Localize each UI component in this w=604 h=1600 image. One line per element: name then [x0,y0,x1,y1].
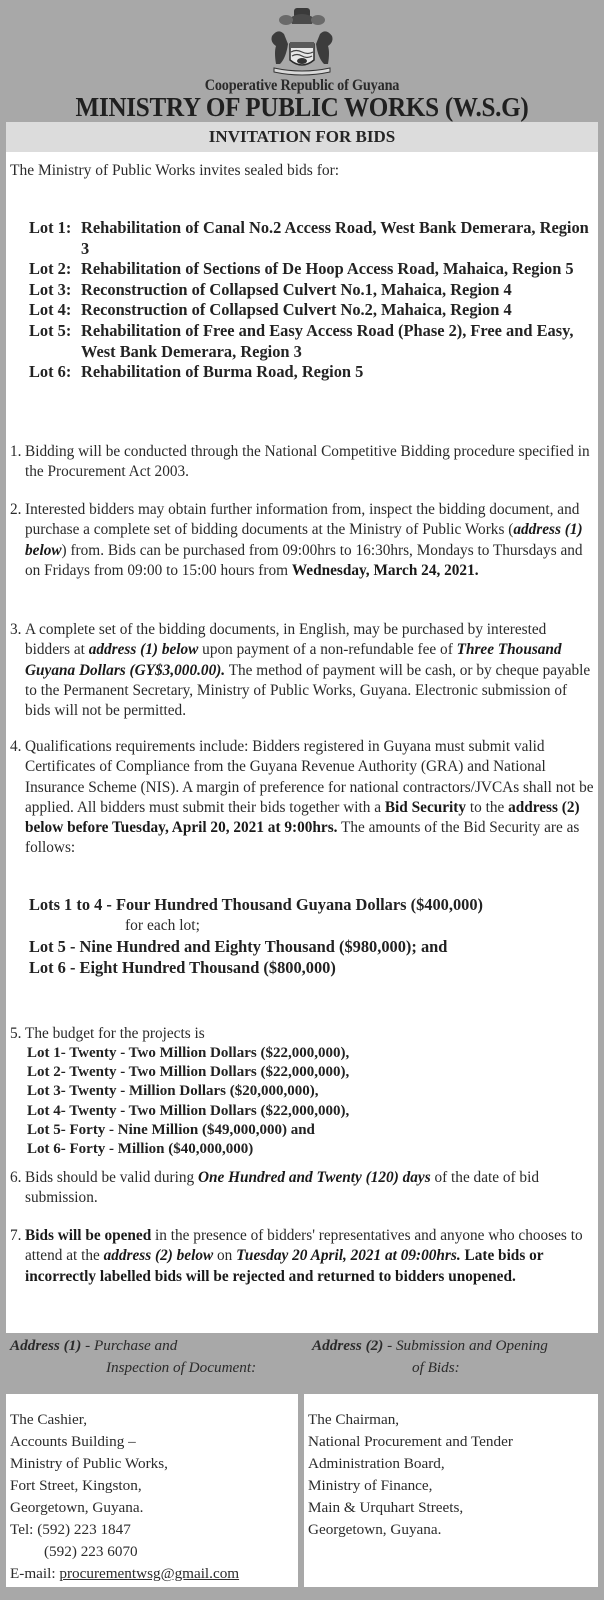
text-run: ) from. Bids can be purchased from 09:00hrs to 16:30hrs, Mondays to Thursdays and on Fridays from 09:00 to 15:00 hours from [25,541,583,579]
purchase-start-date: Wednesday, March 24, 2021. [291,561,479,579]
clause-number: 3. [10,621,22,638]
coat-of-arms-icon [264,6,340,76]
address-1-reference: address (1) below [88,641,199,659]
lot-label: Lot 5: [29,320,72,340]
lot-item [29,259,589,280]
lot-item [29,218,589,259]
opening-date: Tuesday 20 April, 2021 at 09:00hrs. [236,1247,461,1265]
address-line: Administration Board, [308,1455,445,1472]
bid-security-list [29,894,589,978]
budget-item: Lot 2- Twenty - Two Million Dollars ($22,000,000), [27,1064,350,1081]
clause-text [25,620,594,721]
address-1-purpose-cont: Inspection of Document: [106,1359,257,1376]
lot-label: Lot 6: [29,362,72,382]
lot-description: Rehabilitation of Free and Easy Access Road (Phase 2), Free and Easy, West Bank Demerara, Region 3 [81,320,574,361]
late-bids-notice: Late bids or incorrectly labelled bids will be rejected and returned to bidders unopened. [25,1247,544,1285]
intro-text: The Ministry of Public Works invites sealed bids for: [10,162,340,179]
text-run: of the date of bid submission. [25,1169,539,1207]
lot-description: Rehabilitation of Burma Road, Region 5 [81,362,364,382]
lot-description: Reconstruction of Collapsed Culvert No.1, Mahaica, Region 4 [81,279,512,299]
email-label: E-mail: [10,1565,60,1582]
address-line: Georgetown, Guyana. [10,1499,144,1516]
address-1-purpose: - Purchase and [81,1337,178,1354]
lot-label: Lot 3: [29,279,72,299]
bid-security-item: Lot 5 - Nine Hundred and Eighty Thousand ($980,000); and [29,937,448,956]
clause-5 [10,1024,594,1044]
main-panel [6,152,598,1333]
lot-item [29,300,589,321]
address-1-heading [10,1335,295,1393]
clause-2 [10,500,594,581]
text-run: Qualifications requirements include: Bidders registered in Guyana must submit valid Certificates of Compliance from the Guyana Revenue Authority (GRA) and National Insurance Scheme (NIS). A margin of preference for national contractors/JVCAs shall not be applied. All bidders must submit their bids together with a [25,738,594,816]
address-2-box [304,1394,598,1587]
clause-text: The budget for the projects is [25,1025,205,1042]
address-line: Ministry of Finance, [308,1477,433,1494]
clause-text [25,1226,594,1287]
email-link[interactable]: procurementwsg@gmail.com [59,1565,240,1582]
clause-number: 4. [10,738,22,755]
clause-text [25,1168,594,1209]
lot-list [29,218,589,383]
lot-label: Lot 1: [29,218,72,237]
document-fee: Three Thousand Guyana Dollars (GY$3,000.00). [25,641,562,679]
bid-security-item: Lots 1 to 4 - Four Hundred Thousand Guyana Dollars ($400,000) [29,895,484,914]
phone-line-2: (592) 223 6070 [44,1543,138,1560]
address-line: The Chairman, [308,1411,400,1428]
address-line: Ministry of Public Works, [10,1455,168,1472]
submission-deadline: address (2) below before Tuesday, April 20, 2021 at 9:00hrs. [25,798,580,837]
text-run: The method of payment will be cash, or by cheque payable to the Permanent Secretary, Ministry of Public Works, Guyana. Electronic submission of bids will not be permitted. [25,661,591,720]
address-line: The Cashier, [10,1411,87,1428]
text-run: The amounts of the Bid Security are as follows: [25,819,580,857]
address-2-label: Address (2) [312,1337,384,1354]
page-title: INVITATION FOR BIDS [6,122,598,152]
lot-description: Reconstruction of Collapsed Culvert No.2, Mahaica, Region 4 [81,300,512,320]
address-2-purpose-cont: of Bids: [412,1359,460,1376]
clause-1 [10,442,594,483]
phone-line: Tel: (592) 223 1847 [10,1521,131,1538]
budget-list [27,1044,349,1159]
text-run: Bids should be valid during [25,1169,198,1186]
address-line: Main & Urquhart Streets, [308,1499,464,1516]
address-line: Georgetown, Guyana. [308,1521,442,1538]
lot-description: Rehabilitation of Canal No.2 Access Road, West Bank Demerara, Region 3 [81,218,589,258]
address-1-label: Address (1) [10,1337,82,1354]
budget-item: Lot 4- Twenty - Two Million Dollars ($22,000,000), [27,1102,350,1119]
email-line [10,1563,298,1585]
republic-name: Cooperative Republic of Guyana [204,77,400,94]
address-line: Accounts Building – [10,1433,136,1450]
clause-7 [10,1226,594,1287]
text-run: to the [466,798,509,816]
address-2-reference: address (2) below [103,1247,214,1265]
text-run: Interested bidders may obtain further information from, inspect the bidding document, and purchase a complete set of bidding documents at the Ministry of Public Works ( [25,501,580,539]
budget-item: Lot 1- Twenty - Two Million Dollars ($22,000,000), [27,1045,350,1061]
text-run-bold: Bids will be opened [25,1227,152,1244]
lot-item [29,280,589,301]
ministry-name: MINISTRY OF PUBLIC WORKS (W.S.G) [75,92,529,122]
clause-number: 7. [10,1227,22,1244]
masthead [0,0,604,122]
clause-4 [10,737,594,859]
text-run: A complete set of the bidding documents, in English, may be purchased by interested bidders at [25,621,547,659]
clause-text [25,737,594,859]
lot-item [29,321,589,362]
clause-text [25,500,594,581]
lot-label: Lot 2: [29,259,72,279]
address-2-heading [312,1335,598,1393]
text-run: in the presence of bidders' representatives and anyone who chooses to attend at the [25,1227,583,1265]
address-2-purpose: - Submission and Opening [383,1337,548,1354]
clause-number: 6. [10,1169,22,1186]
clause-6 [10,1168,594,1209]
text-run: upon payment of a non-refundable fee of [198,641,457,659]
lot-label: Lot 4: [29,300,72,320]
validity-period: One Hundred and Twenty (120) days [197,1169,431,1186]
budget-item: Lot 5- Forty - Nine Million ($49,000,000) and [27,1121,315,1138]
bid-security-item-continuation: for each lot; [125,917,200,934]
bid-security-item: Lot 6 - Eight Hundred Thousand ($800,000) [29,958,336,977]
clause-number: 5. [10,1025,22,1042]
address-1-box [6,1394,298,1587]
lot-item [29,362,589,383]
clause-number: 1. [10,443,22,460]
budget-item: Lot 6- Forty - Million ($40,000,000) [27,1141,254,1158]
address-1-reference: address (1) below [25,521,583,559]
clause-number: 2. [10,501,22,518]
address-line: National Procurement and Tender [308,1433,513,1450]
budget-item: Lot 3- Twenty - Million Dollars ($20,000,000), [27,1083,319,1100]
bid-security-term: Bid Security [384,798,467,816]
clause-text: Bidding will be conducted through the National Competitive Bidding procedure specified in the Procurement Act 2003. [25,443,590,481]
address-line: Fort Street, Kingston, [10,1477,142,1494]
clause-3 [10,620,594,721]
text-run: on [213,1247,237,1265]
lot-description: Rehabilitation of Sections of De Hoop Access Road, Mahaica, Region 5 [81,259,574,279]
